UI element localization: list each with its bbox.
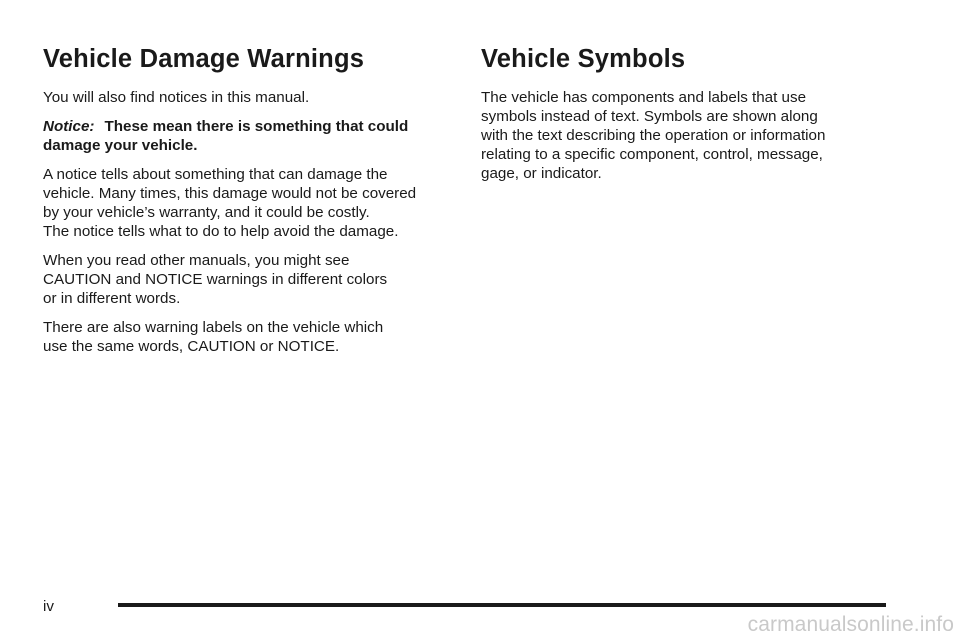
notice-text-1: These mean there is something that could xyxy=(104,118,409,135)
footer-rule xyxy=(118,603,886,607)
page-number: iv xyxy=(43,598,54,615)
text-line: symbols instead of text. Symbols are shown along xyxy=(481,108,818,125)
text-line: The notice tells what to do to help avoid the damage. xyxy=(43,223,399,240)
text-line: There are also warning labels on the vehicle which xyxy=(43,319,384,336)
section-heading-vehicle-damage-warnings: Vehicle Damage Warnings xyxy=(43,45,365,73)
notice-paragraph xyxy=(43,117,448,155)
text-line: When you read other manuals, you might see xyxy=(43,252,350,269)
text-line: by your vehicle’s warranty, and it could be costly. xyxy=(43,204,370,221)
text-line: The vehicle has components and labels that use xyxy=(481,89,807,106)
notice-explanation-paragraph xyxy=(43,165,448,241)
text-line: with the text describing the operation or information xyxy=(481,127,826,144)
left-column xyxy=(43,42,448,366)
notice-label: Notice: xyxy=(43,118,95,135)
text-line: A notice tells about something that can damage the xyxy=(43,166,388,183)
other-manuals-paragraph xyxy=(43,251,448,308)
warning-labels-paragraph xyxy=(43,318,448,356)
right-column xyxy=(481,42,886,193)
text-line: CAUTION and NOTICE warnings in different colors xyxy=(43,271,388,288)
text-line: use the same words, CAUTION or NOTICE. xyxy=(43,338,340,355)
intro-paragraph: You will also find notices in this manual. xyxy=(43,89,310,106)
text-line: vehicle. Many times, this damage would not be covered xyxy=(43,185,417,202)
section-heading-vehicle-symbols: Vehicle Symbols xyxy=(481,45,686,73)
watermark-text: carmanualsonline.info xyxy=(747,613,954,636)
text-line: relating to a specific component, control, message, xyxy=(481,146,823,163)
text-line: or in different words. xyxy=(43,290,181,307)
text-line: gage, or indicator. xyxy=(481,165,602,182)
notice-line-1 xyxy=(43,117,448,136)
notice-text-2: damage your vehicle. xyxy=(43,137,198,154)
symbols-paragraph xyxy=(481,88,886,183)
